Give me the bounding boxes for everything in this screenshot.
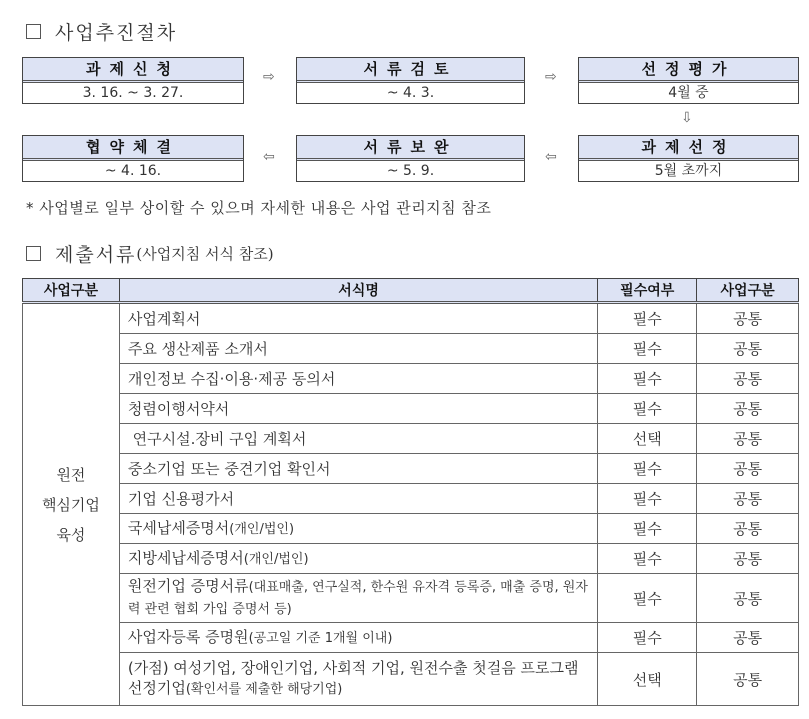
form-name: (가점) 여성기업, 장애인기업, 사회적 기업, 원전수출 첫걸음 프로그램 선정기업(확인서를 제출한 해당기업) [119, 653, 597, 706]
required-cell: 필수 [598, 544, 697, 574]
header-required: 필수여부 [598, 279, 697, 303]
form-name: 연구시설.장비 구입 계획서 [119, 424, 597, 454]
checkbox-bullet-icon [26, 246, 41, 261]
required-cell: 필수 [598, 303, 697, 334]
flow-step-agreement [22, 135, 244, 182]
arrow-left-icon: ⇦ [263, 149, 275, 165]
flow-step-label: 서류보완 [297, 136, 524, 161]
table-row [23, 623, 799, 653]
arrow-right-icon: ⇨ [545, 69, 557, 85]
flow-step-value: 4월 중 [668, 85, 709, 101]
flow-step-application [22, 57, 244, 104]
type-cell: 공통 [697, 303, 799, 334]
header-form-name: 서식명 [119, 279, 597, 303]
flow-step-selection [578, 135, 799, 182]
table-row [23, 544, 799, 574]
type-cell: 공통 [697, 454, 799, 484]
required-cell: 필수 [598, 514, 697, 544]
table-row [23, 424, 799, 454]
arrow-right-icon: ⇨ [263, 69, 275, 85]
form-name: 중소기업 또는 중견기업 확인서 [119, 454, 597, 484]
type-cell: 공통 [697, 514, 799, 544]
flow-step-document-review [296, 57, 525, 104]
section-subtitle: (사업지침 서식 참조) [136, 245, 274, 263]
type-cell: 공통 [697, 394, 799, 424]
group-label-line: 육성 [56, 525, 86, 544]
group-label-line: 핵심기업 [41, 495, 100, 514]
header-category: 사업구분 [23, 279, 120, 303]
required-cell: 필수 [598, 454, 697, 484]
group-cell [23, 303, 120, 706]
table-row [23, 514, 799, 544]
form-name: 지방세납세증명서(개인/법인) [119, 544, 597, 574]
table-row [23, 394, 799, 424]
required-cell: 필수 [598, 484, 697, 514]
table-row [23, 574, 799, 623]
required-cell: 필수 [598, 334, 697, 364]
section-title-text: 제출서류 [55, 244, 137, 266]
section-title-documents [26, 240, 274, 267]
form-name: 개인정보 수집·이용·제공 동의서 [119, 364, 597, 394]
type-cell: 공통 [697, 544, 799, 574]
form-name: 사업계획서 [119, 303, 597, 334]
arrow-down-icon: ⇩ [681, 110, 693, 126]
flow-step-value: 3. 16. ~ 3. 27. [82, 85, 184, 101]
flow-step-value: ~ 5. 9. [386, 163, 435, 179]
section-title-procedure [26, 18, 177, 45]
required-cell: 선택 [598, 424, 697, 454]
form-name: 국세납세증명서(개인/법인) [119, 514, 597, 544]
flow-step-label: 과제신청 [23, 58, 243, 83]
table-row [23, 334, 799, 364]
section-title-text: 사업추진절차 [55, 22, 178, 44]
form-name: 원전기업 증명서류(대표매출, 연구실적, 한수원 유자격 등록증, 매출 증명, 원자력 관련 협회 가입 증명서 등) [119, 574, 597, 623]
type-cell: 공통 [697, 574, 799, 623]
type-cell: 공통 [697, 424, 799, 454]
flow-step-value: ~ 4. 3. [386, 85, 435, 101]
flow-step-evaluation [578, 57, 799, 104]
required-cell: 필수 [598, 574, 697, 623]
form-name: 사업자등록 증명원(공고일 기준 1개월 이내) [119, 623, 597, 653]
form-name: 청렴이행서약서 [119, 394, 597, 424]
type-cell: 공통 [697, 484, 799, 514]
table-row [23, 364, 799, 394]
type-cell: 공통 [697, 334, 799, 364]
required-cell: 선택 [598, 653, 697, 706]
flow-step-supplement [296, 135, 525, 182]
arrow-left-icon: ⇦ [545, 149, 557, 165]
type-cell: 공통 [697, 623, 799, 653]
table-row [23, 303, 799, 334]
table-row [23, 454, 799, 484]
flow-step-label: 선정평가 [579, 58, 798, 83]
flow-step-label: 서류검토 [297, 58, 524, 83]
group-label-line: 원전 [56, 465, 86, 484]
form-name: 주요 생산제품 소개서 [119, 334, 597, 364]
required-cell: 필수 [598, 623, 697, 653]
header-business-type: 사업구분 [697, 279, 799, 303]
flow-step-value: 5월 초까지 [654, 163, 723, 179]
required-cell: 필수 [598, 364, 697, 394]
required-cell: 필수 [598, 394, 697, 424]
table-row [23, 484, 799, 514]
checkbox-bullet-icon [26, 24, 41, 39]
flow-step-label: 협약체결 [23, 136, 243, 161]
table-header-row [23, 279, 799, 303]
flow-step-value: ~ 4. 16. [104, 163, 162, 179]
type-cell: 공통 [697, 364, 799, 394]
documents-table [22, 278, 799, 706]
type-cell: 공통 [697, 653, 799, 706]
procedure-note: * 사업별로 일부 상이할 수 있으며 자세한 내용은 사업 관리지침 참조 [26, 199, 492, 217]
form-name: 기업 신용평가서 [119, 484, 597, 514]
table-row [23, 653, 799, 706]
flow-step-label: 과제선정 [579, 136, 798, 161]
